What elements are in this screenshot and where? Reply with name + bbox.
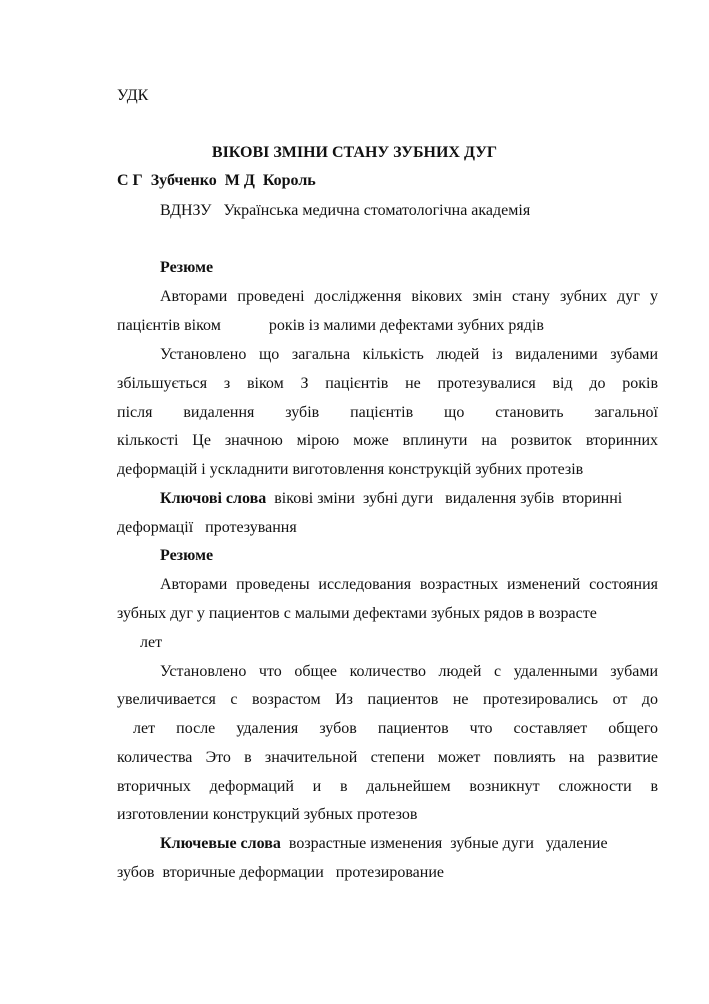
abstract-text-line: деформацій і ускладнити виготовлення конструкцій зубних протезів: [117, 461, 584, 478]
article-title: ВІКОВІ ЗМІНИ СТАНУ ЗУБНИХ ДУГ: [211, 144, 498, 161]
abstract-text-line: зубных дуг у пациентов с малыми дефектами зубных рядов в возрасте: [117, 605, 597, 622]
authors: С Г Зубченко М Д Король: [117, 172, 316, 189]
keywords-text: деформації протезування: [117, 519, 297, 536]
abstract-text-line: збільшується з віком З пацієнтів не протезувалися від до років: [117, 375, 658, 392]
abstract-text-line: після видалення зубів пацієнтів що становить загальної: [117, 404, 658, 421]
keywords-label: Ключевые слова: [160, 835, 281, 852]
abstract-text-line: кількості Це значною мірою може вплинути на розвиток вторинних: [117, 432, 658, 449]
keywords-line: [160, 489, 622, 509]
abstract-text-line: Авторами проведены исследования возрастных изменений состояния: [160, 576, 658, 593]
abstract-text-line: увеличивается с возрастом Из пациентов не протезировались от до: [117, 691, 658, 708]
affiliation: ВДНЗУ Українська медична стоматологічна академія: [160, 202, 531, 219]
keywords-label: Ключові слова: [160, 490, 267, 507]
abstract-heading: Резюме: [160, 547, 214, 564]
abstract-text-line: изготовлении конструкций зубных протезов: [117, 806, 418, 823]
abstract-heading: Резюме: [160, 259, 214, 276]
abstract-text-line: вторичных деформаций и в дальнейшем возникнут сложности в: [117, 778, 658, 795]
keywords-text: вікові зміни зубні дуги видалення зубів вторинні: [266, 490, 623, 507]
keywords-line: [160, 834, 608, 854]
abstract-text-line: количества Это в значительной степени может повлиять на развитие: [117, 749, 658, 766]
abstract-text-line: пацієнтів віком років із малими дефектами зубних рядів: [117, 317, 544, 334]
abstract-text-line: лет: [140, 634, 163, 651]
abstract-text-line: Авторами проведені дослідження вікових змін стану зубних дуг у: [160, 288, 658, 305]
udk-label: УДК: [117, 87, 149, 104]
abstract-text-line: Установлено что общее количество людей с удаленными зубами: [160, 663, 658, 680]
abstract-text-line: лет после удаления зубов пациентов что составляет общего: [133, 720, 658, 737]
abstract-text-line: Установлено що загальна кількість людей із видаленими зубами: [160, 346, 658, 363]
keywords-text: зубов вторичные деформации протезирование: [117, 864, 444, 881]
keywords-text: возрастные изменения зубные дуги удаление: [280, 835, 608, 852]
